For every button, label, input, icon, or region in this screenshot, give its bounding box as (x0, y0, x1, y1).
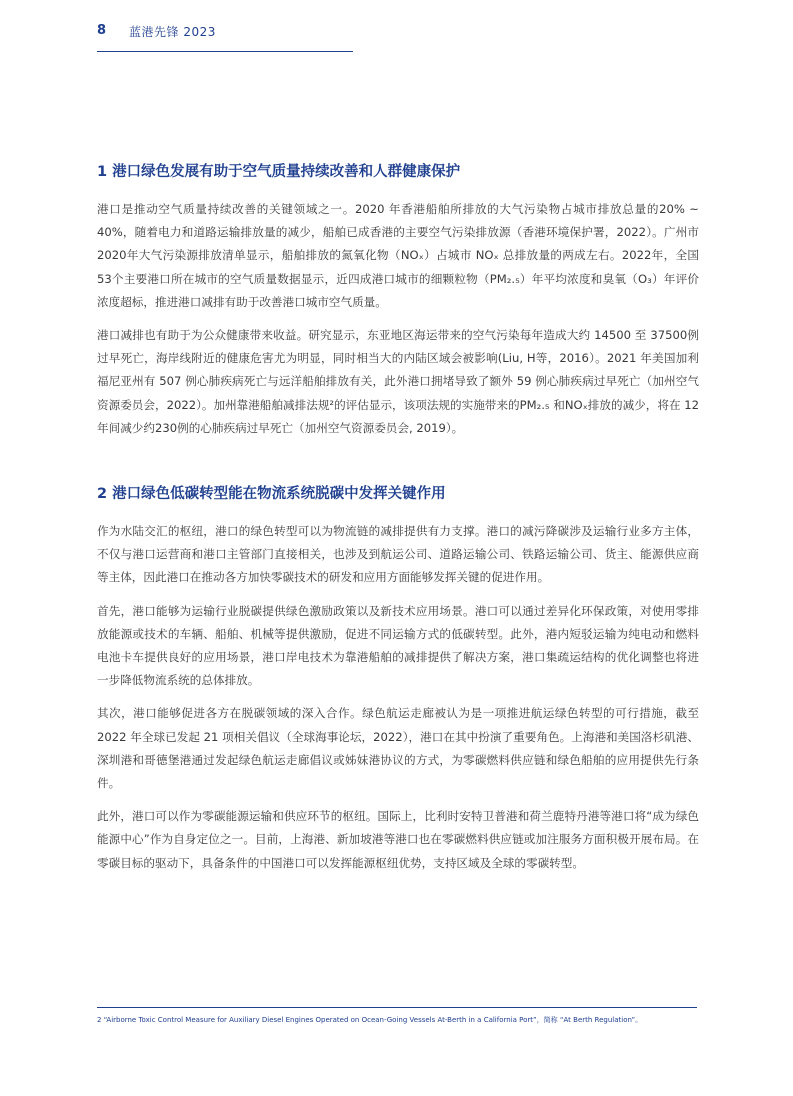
section-heading: 1 港口绿色发展有助于空气质量持续改善和人群健康保护 (97, 164, 461, 180)
section-heading: 2 港口绿色低碳转型能在物流系统脱碳中发挥关键作用 (97, 486, 446, 503)
paragraph: 港口减排也有助于为公众健康带来收益。研究显示，东亚地区海运带来的空气污染每年造成大约 14500 至 37500例过早死亡，海岸线附近的健康危害尤为明显，同时相当大的内陆区域会被影响(Liu, H等，2016）。2021 年美国加利福尼亚州有 507 例心肺疾病死亡与远洋船舶排放有关，此外港口拥堵导致了额外 59 例心肺疾病过早死亡（加州空气资源委员会，2022）。加州靠港船舶减排法规²的评估显示，该项法规的实施带来的PM₂.₅ 和NOₓ排放的减少，将在 12 年间减少约230例的心肺疾病过早死亡（加州空气资源委员会, 2019）。 (97, 328, 699, 435)
main-content (97, 162, 699, 885)
paragraph: 港口是推动空气质量持续改善的关键领域之一。2020 年香港船舶所排放的大气污染物占城市排放总量的20% ~ 40%，随着电力和道路运输排放量的减少，船舶已成香港的主要空气污染排放源（香港环境保护署，2022）。广州市2020年大气污染源排放清单显示，船舶排放的氮氧化物（NOₓ）占城市 NOₓ 总排放量的两成左右。2022年，全国53个主要港口所在城市的空气质量数据显示，近四成港口城市的细颗粒物（PM₂.₅）年平均浓度和臭氧（O₃）年评价浓度超标，推进港口减排有助于改善港口城市空气质量。 (97, 202, 699, 309)
section-1 (97, 162, 699, 440)
page-number: 8 (97, 23, 107, 38)
document-title: 蓝港先锋 2023 (129, 25, 216, 39)
paragraph: 此外，港口可以作为零碳能源运输和供应环节的枢纽。国际上，比利时安特卫普港和荷兰鹿特丹港等港口将“成为绿色能源中心”作为自身定位之一。目前，上海港、新加坡港等港口也在零碳燃料供应链或加注服务方面积极开展布局。在零碳目标的驱动下，具备条件的中国港口可以发挥能源枢纽优势，支持区域及全球的零碳转型。 (97, 809, 699, 870)
page-header (97, 23, 353, 52)
footnote: 2 “Airborne Toxic Control Measure for Auxiliary Diesel Engines Operated on Ocean-Going Vessels At-Berth in a California Port”，简称 “At Berth Regulation”。 (97, 1016, 643, 1024)
section-2 (97, 484, 699, 875)
paragraph: 其次，港口能够促进各方在脱碳领域的深入合作。绿色航运走廊被认为是一项推进航运绿色转型的可行措施，截至 2022 年全球已发起 21 项相关倡议（全球海事论坛，2022），港口在其中扮演了重要角色。上海港和美国洛杉矶港、深圳港和哥德堡港通过发起绿色航运走廊倡议或姊妹港协议的方式，为零碳燃料供应链和绿色船舶的应用提供先行条件。 (97, 706, 699, 791)
paragraph: 首先，港口能够为运输行业脱碳提供绿色激励政策以及新技术应用场景。港口可以通过差异化环保政策，对使用零排放能源或技术的车辆、船舶、机械等提供激励，促进不同运输方式的低碳转型。此外，港内短驳运输为纯电动和燃料电池卡车提供良好的应用场景，港口岸电技术为靠港船舶的减排提供了解决方案，港口集疏运结构的优化调整也将进一步降低物流系统的总体排放。 (97, 603, 699, 688)
paragraph: 作为水陆交汇的枢纽，港口的绿色转型可以为物流链的减排提供有力支撑。港口的减污降碳涉及运输行业多方主体，不仅与港口运营商和港口主管部门直接相关，也涉及到航运公司、道路运输公司、铁路运输公司、货主、能源供应商等主体，因此港口在推动各方加快零碳技术的研发和应用方面能够发挥关键的促进作用。 (97, 524, 699, 585)
footnote-divider (97, 1007, 697, 1008)
